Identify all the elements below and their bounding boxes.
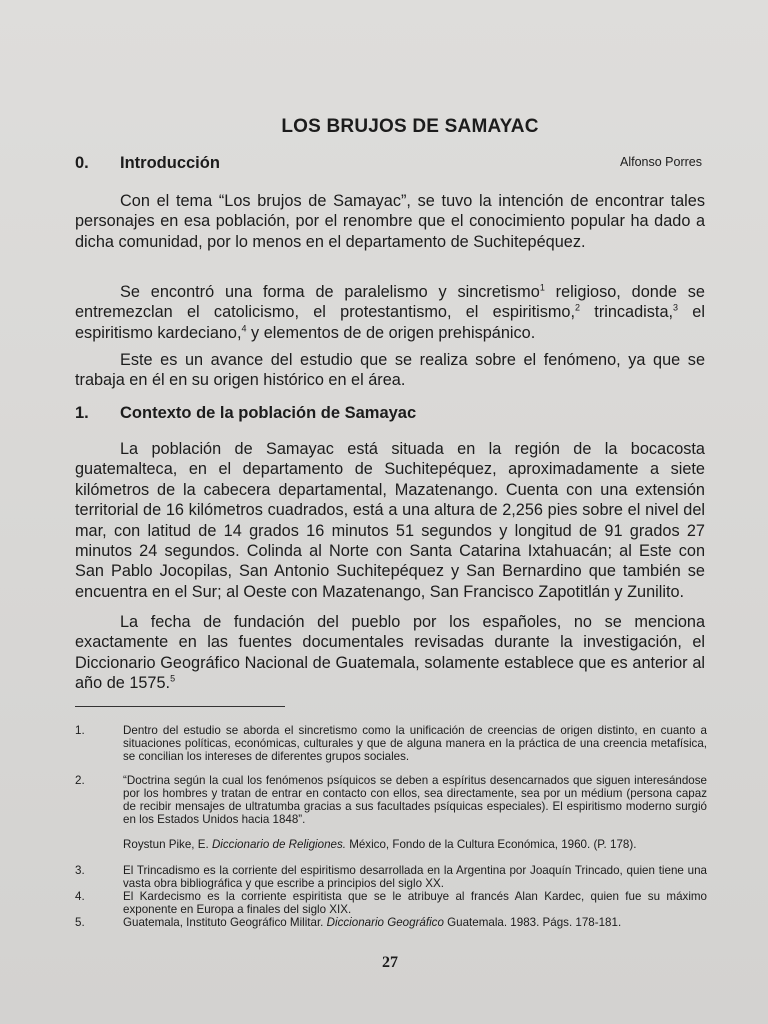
footnote-5	[75, 916, 707, 929]
footnote-number: 4.	[75, 890, 85, 903]
paragraph-intro-2	[75, 282, 705, 343]
footnote-ref-3: 3	[673, 302, 679, 313]
citation-author: Roystun Pike, E.	[123, 838, 212, 851]
section-1-title: Contexto de la población de Samayac	[120, 404, 417, 422]
footnote-ref-5: 5	[170, 673, 176, 684]
paragraph-text: el espiritismo kardeciano,	[75, 303, 705, 342]
footnote-text: Dentro del estudio se aborda el sincretismo como la unificación de creencias de origen distinto, en cuanto a situaciones políticas, económicas, culturales y que de alguna manera en la práctica de una creencia metafísica, se concilian los intereses de diferentes grupos sociales.	[123, 724, 707, 764]
citation-title: Diccionario Geográfico	[326, 916, 444, 929]
paragraph-context-1: La población de Samayac está situada en la región de la bocacosta guatemalteca, en el departamento de Suchitepéquez, aproximadamente a siete kilómetros de la cabecera departamental, Mazatenango. Cuenta con una extensión territorial de 16 kilómetros cuadrados, está a una altura de 2,256 pies sobre el nivel del mar, con latitud de 14 grados 16 minutos 51 segundos y longitud de 91 grados 27 minutos 24 segundos. Colinda al Norte con Santa Catarina Ixtahuacán; al Este con San Pablo Jocopilas, San Antonio Suchitepéquez y San Bernardino que también se encuentra en el Sur; al Oeste con Mazatenango, San Francisco Zapotitlán y Zunilito.	[75, 440, 705, 601]
footnote-4	[75, 890, 707, 916]
section-1-number: 1.	[75, 404, 89, 422]
footnote-text: “Doctrina según la cual los fenómenos psíquicos se deben a espíritus desencarnados que siguen interesándose por los hombres y tratan de entrar en contacto con ellos, sea directamente, sea por un médium (persona capaz de recibir mensajes de ultratumba gracias a sus facultades psíquicas especiales). El espiritismo moderno surgió en los Estados Unidos hacia 1848”.	[123, 774, 707, 827]
footnote-2-citation	[75, 838, 707, 851]
footnote-number: 5.	[75, 916, 85, 929]
footnote-ref-1: 1	[539, 282, 545, 293]
paragraph-text: La fecha de fundación del pueblo por los españoles, no se menciona exactamente en las fuentes documentales revisadas durante la investigación, el Diccionario Geográfico Nacional de Guatemala, solamente establece que es anterior al año de 1575.	[75, 613, 705, 693]
citation-publisher: México, Fondo de la Cultura Económica, 1960. (P. 178).	[345, 838, 637, 851]
document-title: LOS BRUJOS DE SAMAYAC	[281, 116, 539, 137]
footnote-ref-2: 2	[575, 302, 581, 313]
citation-title: Diccionario de Religiones.	[211, 838, 346, 851]
footnote-text: El Trincadismo es la corriente del espiritismo desarrollada en la Argentina por Joaquín Trincado, quien tiene una vasta obra bibliográfica y que escribe a principios del siglo XX.	[123, 864, 707, 891]
footnote-number: 2.	[75, 774, 85, 787]
section-0-title: Introducción	[120, 154, 220, 172]
citation-details: Guatemala. 1983. Págs. 178-181.	[443, 916, 622, 929]
footnote-divider	[75, 706, 285, 707]
paragraph-intro-3: Este es un avance del estudio que se realiza sobre el fenómeno, ya que se trabaja en él en su origen histórico en el área.	[75, 351, 705, 390]
paragraph-context-2	[75, 612, 705, 694]
footnote-3	[75, 864, 707, 890]
paragraph-text: religioso, donde se entremezclan el catolicismo, el protestantismo, el espiritismo,	[75, 283, 705, 322]
citation-publisher: Guatemala, Instituto Geográfico Militar.	[123, 916, 327, 929]
page-number: 27	[382, 954, 398, 971]
paragraph-text: trincadista,	[580, 303, 674, 322]
author-name: Alfonso Porres	[620, 155, 702, 169]
paragraph-intro-1: Con el tema “Los brujos de Samayac”, se tuvo la intención de encontrar tales personajes en esa población, por el renombre que el conocimiento popular ha dado a dicha comunidad, por lo menos en el departamento de Suchitepéquez.	[75, 192, 705, 251]
paragraph-text: y elementos de de origen prehispánico.	[246, 323, 536, 342]
footnote-number: 1.	[75, 724, 85, 737]
footnote-text	[123, 916, 707, 929]
footnote-2	[75, 774, 707, 826]
footnote-text: El Kardecismo es la corriente espiritista que se le atribuye al francés Alan Kardec, quien fue su máximo exponente en Europa a finales del siglo XIX.	[123, 890, 707, 917]
paragraph-text: Se encontró una forma de paralelismo y sincretismo	[120, 283, 540, 301]
section-0-number: 0.	[75, 154, 89, 172]
footnote-ref-4: 4	[241, 323, 247, 334]
footnote-number: 3.	[75, 864, 85, 877]
footnote-text	[123, 838, 707, 851]
footnote-1	[75, 724, 707, 763]
